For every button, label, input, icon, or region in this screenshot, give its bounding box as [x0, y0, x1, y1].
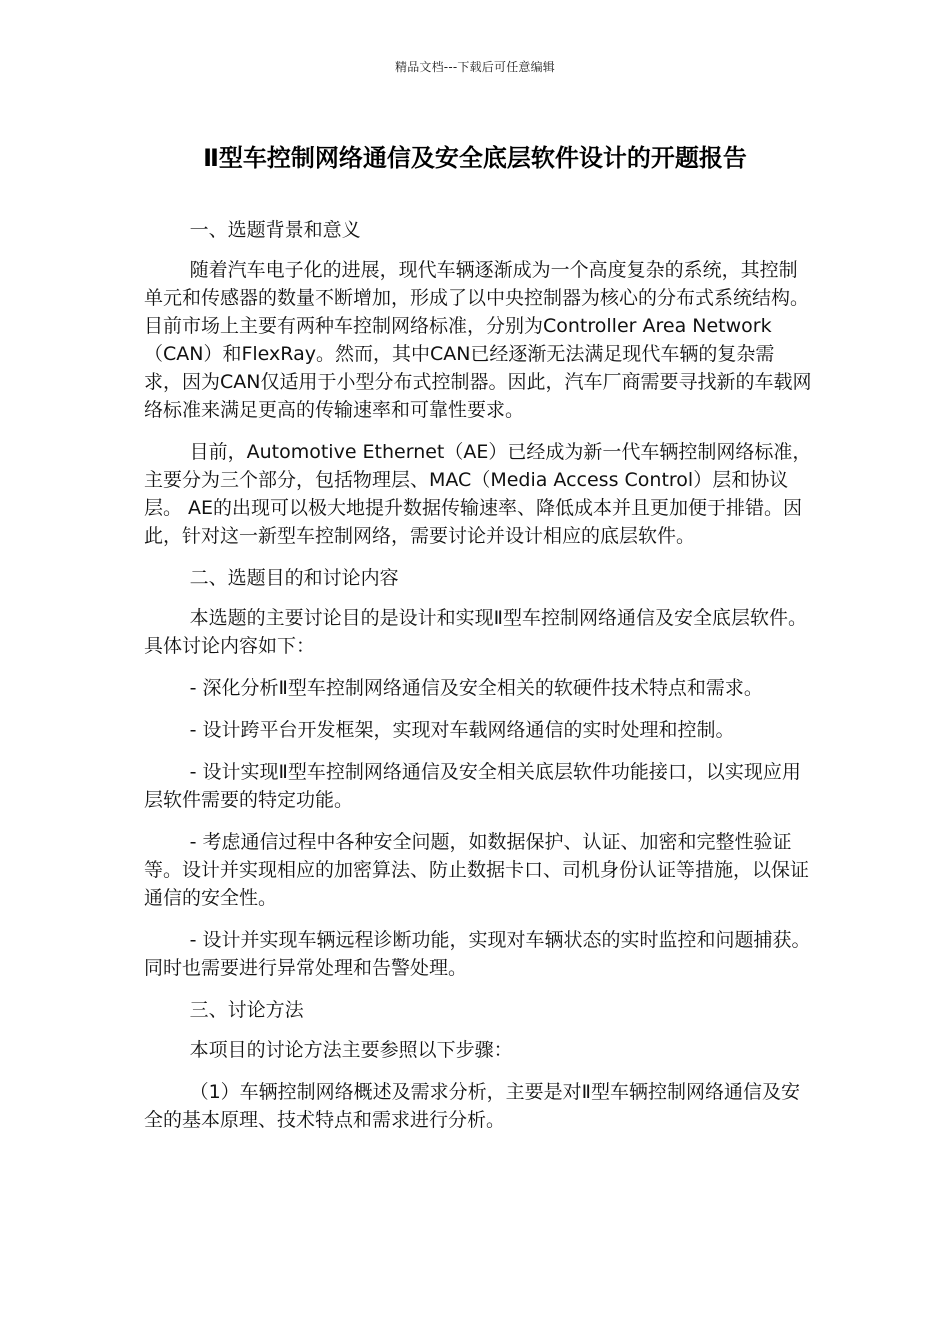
section-heading-background: 一、选题背景和意义 — [189, 219, 361, 241]
paragraph-automotive-ethernet: 目前，Automotive Ethernet（AE）已经成为新一代车辆控制网络标准，主要分为三个部分，包括物理层、MAC（Media Access Control）层和协议层。 AE的出现可以极大地提升数据传输速率、降低成本并且更加便于排错。因此，针对这一新型车控制网络，需要讨论并设计相应的底层软件。 — [144, 441, 812, 547]
section-heading-objectives: 二、选题目的和讨论内容 — [189, 567, 399, 589]
document-title: Ⅱ型车控制网络通信及安全底层软件设计的开题报告 — [203, 144, 747, 172]
list-item: - 考虑通信过程中各种安全问题，如数据保护、认证、加密和完整性验证等。设计并实现相应的加密算法、防止数据卡口、司机身份认证等措施，以保证通信的安全性。 — [144, 831, 810, 909]
list-item: - 设计跨平台开发框架，实现对车载网络通信的实时处理和控制。 — [189, 719, 735, 741]
paragraph-methods-intro: 本项目的讨论方法主要参照以下步骤： — [189, 1039, 513, 1061]
list-item: - 设计并实现车辆远程诊断功能，实现对车辆状态的实时监控和问题捕获。同时也需要进行异常处理和告警处理。 — [144, 929, 811, 979]
paragraph-objectives-intro: 本选题的主要讨论目的是设计和实现Ⅱ型车控制网络通信及安全底层软件。具体讨论内容如下： — [144, 607, 807, 657]
header-note: 精品文档---下载后可任意编辑 — [395, 60, 555, 74]
section-heading-methods: 三、讨论方法 — [189, 999, 304, 1021]
document-body — [144, 216, 812, 1148]
list-item: - 深化分析Ⅱ型车控制网络通信及安全相关的软硬件技术特点和需求。 — [189, 677, 763, 699]
paragraph-background: 随着汽车电子化的进展，现代车辆逐渐成为一个高度复杂的系统，其控制单元和传感器的数量不断增加，形成了以中央控制器为核心的分布式系统结构。目前市场上主要有两种车控制网络标准，分别为Controller Area Network（CAN）和FlexRay。然而，其中CAN已经逐渐无法满足现代车辆的复杂需求，因为CAN仅适用于小型分布式控制器。因此，汽车厂商需要寻找新的车载网络标准来满足更高的传输速率和可靠性要求。 — [144, 259, 812, 421]
list-item: - 设计实现Ⅱ型车控制网络通信及安全相关底层软件功能接口，以实现应用层软件需要的特定功能。 — [144, 761, 801, 811]
list-item-step-1: （1）车辆控制网络概述及需求分析，主要是对Ⅱ型车辆控制网络通信及安全的基本原理、技术特点和需求进行分析。 — [144, 1081, 801, 1131]
